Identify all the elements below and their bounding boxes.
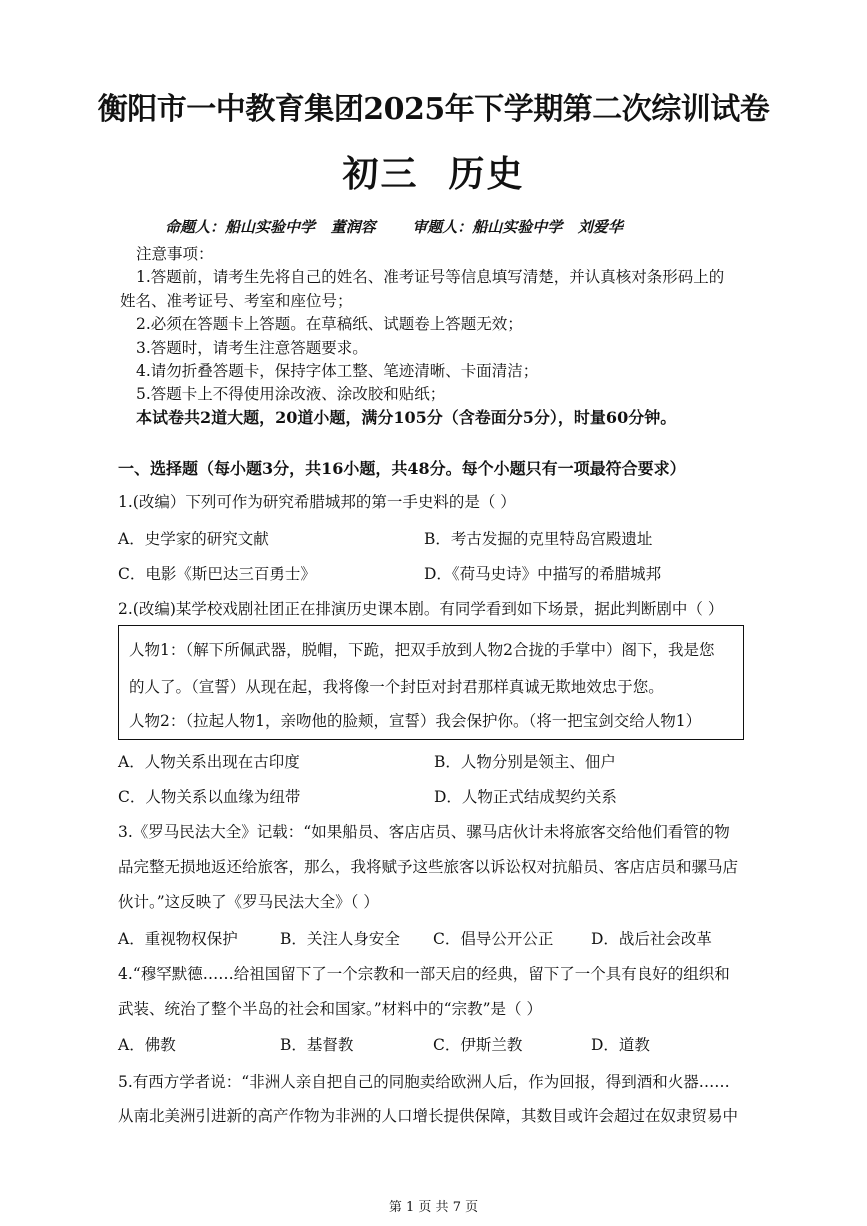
question-2-option-c: C．人物关系以血缘为纽带 [118,788,301,806]
section-1-heading: 一、选择题（每小题3分，共16小题，共48分。每个小题只有一项最符合要求） [118,459,686,478]
question-2-stem: 2.(改编)某学校戏剧社团正在排演历史课本剧。有同学看到如下场景，据此判断剧中（ ） [118,600,724,618]
question-3-line-3: 伙计。”这反映了《罗马民法大全》（ ） [118,893,379,911]
notice-item-1: 1.答题前，请考生先将自己的姓名、准考证号等信息填写清楚，并认真核对条形码上的 [136,268,725,286]
exam-summary: 本试卷共2道大题，20道小题，满分105分（含卷面分5分），时量60分钟。 [136,408,677,427]
question-3-line-2: 品完整无损地返还给旅客，那么，我将赋予这些旅客以诉讼权对抗船员、客店店员和骡马店 [118,858,739,876]
material-line-1: 人物1：（解下所佩武器，脱帽，下跪，把双手放到人物2合拢的手掌中）阁下，我是您 [129,641,715,659]
exam-subject-heading [0,146,867,197]
notice-item-5: 5.答题卡上不得使用涂改液、涂改胶和贴纸； [136,385,446,403]
material-line-3: 人物2：（拉起人物1，亲吻他的脸颊，宣誓）我会保护你。（将一把宝剑交给人物1） [129,712,702,730]
grade-label: 初三 [342,153,419,195]
question-1-option-d: D．《荷马史诗》中描写的希腊城邦 [424,565,662,583]
question-4-line-2: 武装、统治了整个半岛的社会和国家。”材料中的“宗教”是（ ） [118,1000,542,1018]
question-3-line-1: 3.《罗马民法大全》记载：“如果船员、客店店员、骡马店伙计未将旅客交给他们看管的物 [118,823,730,841]
question-2-option-b: B．人物分别是领主、佃户 [434,753,616,771]
material-line-2: 的人了。（宣誓）从现在起，我将像一个封臣对封君那样真诚无欺地效忠于您。 [129,678,664,696]
question-3-option-b: B．关注人身安全 [280,930,400,948]
notice-item-1-cont: 姓名、准考证号、考室和座位号； [120,292,353,310]
question-2-material-box [118,625,744,740]
question-5-line-2: 从南北美洲引进新的高产作物为非洲的人口增长提供保障，其数目或许会超过在奴隶贸易中 [118,1107,739,1125]
question-1-option-b: B．考古发掘的克里特岛宫殿遗址 [424,530,653,548]
exam-title: 衡阳市一中教育集团2025年下学期第二次综训试卷 [97,92,770,127]
question-3-option-d: D．战后社会改革 [591,930,712,948]
question-4-line-1: 4.“穆罕默德……给祖国留下了一个宗教和一部天启的经典，留下了一个具有良好的组织和 [118,965,730,983]
question-1-stem: 1.(改编）下列可作为研究希腊城邦的第一手史料的是（ ） [118,493,516,511]
question-4-option-a: A．佛教 [118,1036,176,1054]
notice-item-4: 4.请勿折叠答题卡，保持字体工整、笔迹清晰、卡面清洁； [136,362,539,380]
question-1-option-c: C．电影《斯巴达三百勇士》 [118,565,316,583]
notice-item-3: 3.答题时，请考生注意答题要求。 [136,339,368,357]
question-1-option-a: A．史学家的研究文献 [118,530,269,548]
authors-line: 命题人：船山实验中学 董润容 审题人：船山实验中学 刘爱华 [165,218,623,236]
question-4-option-d: D．道教 [591,1036,650,1054]
question-4-option-c: C．伊斯兰教 [433,1036,523,1054]
notice-title: 注意事项： [136,245,214,263]
question-2-option-d: D．人物正式结成契约关系 [434,788,617,806]
question-2-option-a: A．人物关系出现在古印度 [118,753,300,771]
question-5-line-1: 5.有西方学者说：“非洲人亲自把自己的同胞卖给欧洲人后，作为回报，得到酒和火器…… [118,1073,730,1091]
notice-item-2: 2.必须在答题卡上答题。在草稿纸、试题卷上答题无效； [136,315,523,333]
question-3-option-c: C．倡导公开公正 [433,930,554,948]
page-footer: 第 1 页 共 7 页 [388,1200,479,1215]
subject-label: 历史 [448,153,525,195]
question-3-option-a: A．重视物权保护 [118,930,238,948]
question-4-option-b: B．基督教 [280,1036,354,1054]
